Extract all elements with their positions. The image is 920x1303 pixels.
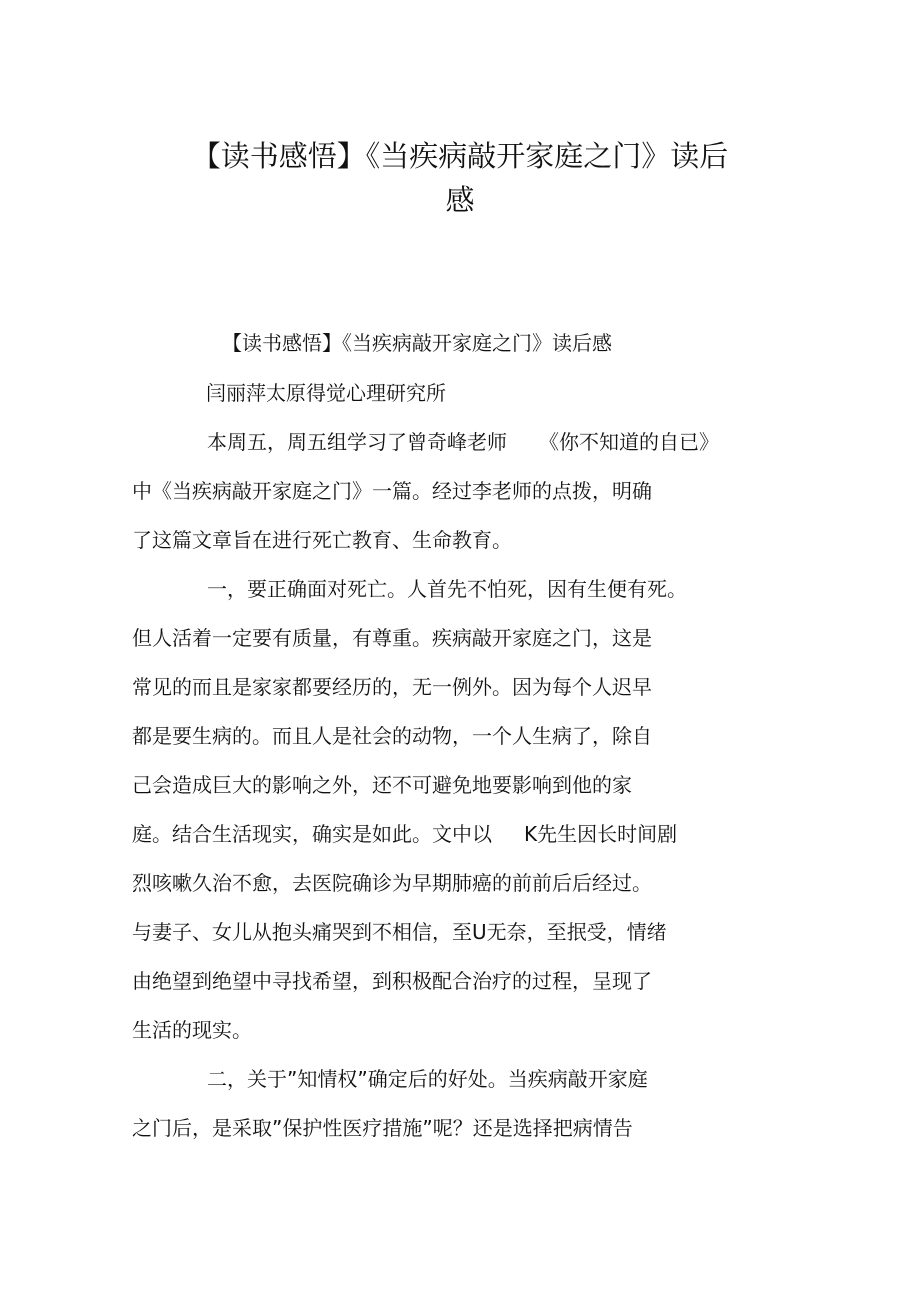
paragraph-2-line-9: 由绝望到绝望中寻找希望，到积极配合治疗的过程，呈现了	[132, 969, 652, 993]
paragraph-2-line-8: 与妻子、女儿从抱头痛哭到不相信，至U无奈，至抿受，情绪	[132, 920, 667, 944]
paragraph-2-line-4: 都是要生病的。而且人是社会的动物，一个人生病了，除自	[132, 724, 652, 748]
document-title-line-2: 感	[445, 183, 475, 217]
paragraph-1-line-3: 了这篇文章旨在进行死亡教育、生命教育。	[132, 528, 512, 552]
paragraph-2-line-6	[132, 820, 677, 848]
paragraph-1-line-1	[207, 428, 719, 456]
paragraph-2-line-2: 但人活着一定要有质量，有尊重。疾病敲开家庭之门，这是	[132, 626, 652, 650]
paragraph-1-line-1a: 本周五，周五组学习了曾奇峰老师	[207, 430, 507, 454]
document-subtitle: 【读书感悟】《当疾病敲开家庭之门》读后感	[222, 331, 612, 355]
paragraph-1-line-1b: 《你不知道的自已》	[539, 430, 719, 454]
paragraph-2-line-6b: K先生因长时间剧	[524, 822, 678, 846]
paragraph-3-line-1: 二，关于”知情权”确定后的好处。当疾病敲开家庭	[207, 1067, 648, 1091]
document-title-line-1: 【读书感悟】《当疾病敲开家庭之门》读后	[191, 139, 729, 173]
paragraph-2-line-7: 烈咳嗽久治不愈，去医院确诊为早期肺癌的前前后后经过。	[132, 871, 652, 895]
paragraph-2-line-6a: 庭。结合生活现实，确实是如此。文中以	[132, 822, 492, 846]
paragraph-2-line-5: 己会造成巨大的影响之外，还不可避免地要影响到他的家	[132, 773, 632, 797]
paragraph-1-line-2: 中《当疾病敲开家庭之门》一篇。经过李老师的点拨，明确	[132, 479, 652, 503]
paragraph-3-line-2: 之门后，是采取”保护性医疗措施”呢？还是选择把病情告	[132, 1116, 633, 1140]
document-author: 闫丽萍太原得觉心理研究所	[206, 381, 446, 405]
paragraph-2-line-1: 一，要正确面对死亡。人首先不怕死，因有生便有死。	[207, 577, 687, 601]
paragraph-2-line-10: 生活的现实。	[132, 1018, 252, 1042]
paragraph-2-line-3: 常见的而且是家家都要经历的，无一例外。因为每个人迟早	[132, 675, 652, 699]
